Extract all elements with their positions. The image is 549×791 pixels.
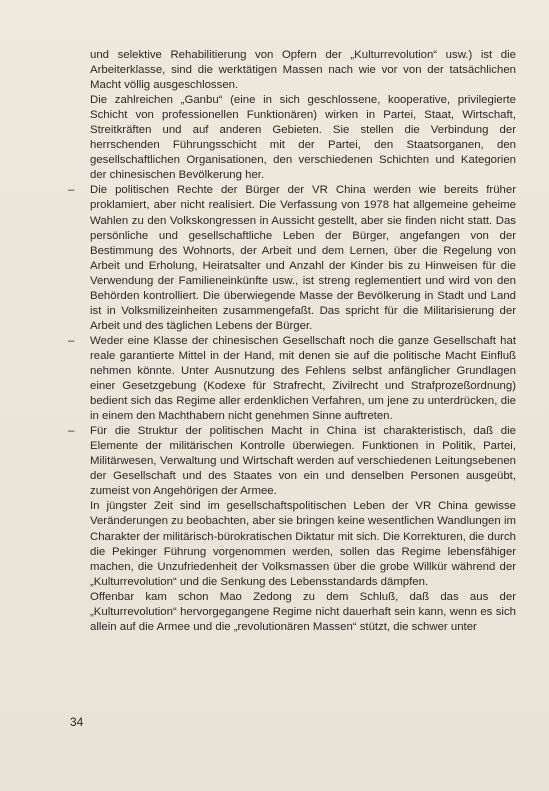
paragraph-4: Offenbar kam schon Mao Zedong zu dem Schluß, daß das aus der „Kulturrevolution“ hervorgegangene Regime nicht dauerhaft sein kann, wenn es sich allein auf die Armee und die „revolutionären Massen“ stützt, die schwer unter: [90, 590, 516, 633]
bullet-text: Für die Struktur der politischen Macht in China ist charakteristisch, daß die Elemente der militärischen Kontrolle überwiegen. Funktionen in Politik, Partei, Militärwesen, Verwaltung und Wirtschaft werden auf verschiedenen Leitungsebenen der Gesellschaft und des Staates von ein und denselben Personen ausgeübt, zumeist von Angehörigen der Armee.: [90, 425, 516, 498]
bullet-text: Die politischen Rechte der Bürger der VR China werden wie bereits früher proklamiert, aber nicht realisiert. Die Verfassung von 1978 hat allgemeine geheime Wahlen zu den Volkskongressen in Aussicht gestellt, aber sie finden nicht statt. Das persönliche und gesellschaftliche Leben der Bürger, angefangen von der Bestimmung des Wohnorts, der Arbeit und dem Lernen, über die Regelung von Arbeit und Erholung, Heiratsalter und Anzahl der Kinder bis zu Hinweisen für die Verwendung der Familieneinkünfte usw., ist streng reglementiert und wird von den Behörden kontrolliert. Die überwiegende Masse der Bevölkerung in Stadt und Land ist in Volksmilizeinheiten zusammengefaßt. Das spricht für die Militarisierung der Arbeit und des täglichen Lebens der Bürger.: [90, 184, 516, 332]
bullet-item-3: [68, 424, 516, 499]
page-number: 34: [70, 715, 84, 729]
paragraph-3: In jüngster Zeit sind im gesellschaftspolitischen Leben der VR China gewisse Veränderungen zu beobachten, aber sie bringen keine wesentlichen Wandlungen im Charakter der militärisch-bürokratischen Diktatur mit sich. Die Korrekturen, die durch die Pekinger Führung vorgenommen werden, sollen das Regime lebensfähiger machen, die Unzufriedenheit der Volksmassen über die grobe Willkür während der „Kulturrevolution“ und die Senkung des Lebensstandards dämpfen.: [90, 500, 516, 588]
paragraph-1: und selektive Rehabilitierung von Opfern der „Kulturrevolution“ usw.) ist die Arbeiterklasse, sind die werktätigen Massen nach wie vor von der tatsächlichen Macht völlig ausgeschlossen.: [90, 49, 516, 92]
body-text: [68, 48, 516, 635]
bullet-item-2: [68, 334, 516, 424]
bullet-dash: –: [68, 184, 75, 197]
bullet-dash: –: [68, 334, 75, 347]
bullet-dash: –: [68, 425, 75, 438]
bullet-text: Weder eine Klasse der chinesischen Gesellschaft noch die ganze Gesellschaft hat reale garantierte Mittel in der Hand, mit denen sie auf die politische Macht Einfluß nehmen könnte. Unter Ausnutzung des Fehlens selbst anfänglicher Grundlagen einer Gesetzgebung (Kodexe für Strafrecht, Zivilrecht und Strafprozeßordnung) bedient sich das Regime aller erdenklichen Verfahren, um jene zu unterdrücken, die in einem den Machthabern nicht genehmen Sinne auftreten.: [90, 334, 516, 423]
bullet-item-1: [68, 183, 516, 333]
paragraph-2: Die zahlreichen „Ganbu“ (eine in sich geschlossene, kooperative, privilegierte Schicht von professionellen Funktionären) wirken in Partei, Staat, Wirtschaft, Streitkräften und auf anderen Gebieten. Sie stellen die Verbindung der herrschenden Führungsschicht mit der Partei, den Staatsorganen, den gesellschaftlichen Organisationen, den verschiedenen Schichten und Kategorien der chinesischen Bevölkerung her.: [90, 94, 516, 182]
